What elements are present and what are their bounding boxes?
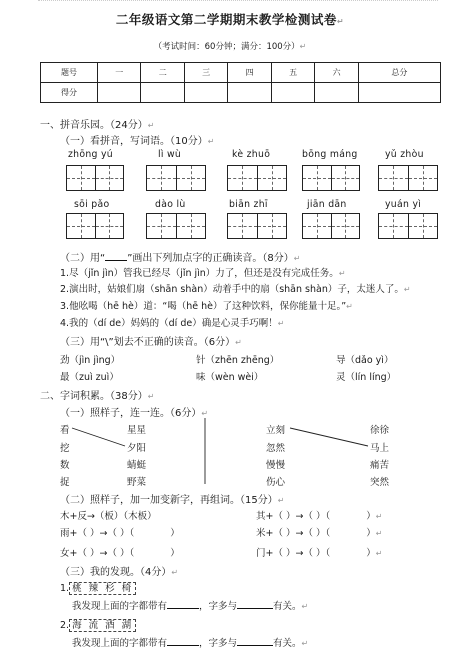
section1-title: 一、拼音乐园。（24分）↵: [40, 120, 155, 131]
match-verb[interactable]: 挖: [60, 443, 70, 454]
match-noun[interactable]: 星星: [127, 425, 147, 436]
reading-question-3: 3.他吆喝（hē hè）道：“喝（hē hè）了这种饮料，保你能量十足。”↵: [60, 301, 353, 312]
pinyin-label: yǔ zhòu: [385, 149, 424, 160]
match-verb[interactable]: 捉: [60, 477, 70, 488]
pronunciation-item: 最（zuì zuì）: [60, 372, 119, 383]
character-group-box: 桃 辣 杉 椅: [69, 582, 136, 595]
discovery-answer-2[interactable]: 我发现上面的字都带有 ，字多与 有关。↵: [72, 638, 309, 649]
add-char-example: 木+反→（板）（木板）: [60, 511, 157, 522]
example-match-line: [72, 428, 125, 446]
match-word-right[interactable]: 徐徐: [370, 425, 390, 436]
page-title: 二年级语文第二学期期末教学检测试卷↵: [115, 12, 345, 27]
match-word-right[interactable]: 突然: [370, 477, 390, 488]
section1-q1-title: （一）看拼音，写词语。（10分）↵: [60, 136, 215, 147]
score-header-cell: 题号: [41, 63, 98, 83]
score-header-cell: 四: [228, 63, 271, 83]
match-noun[interactable]: 野菜: [127, 477, 147, 488]
match-verb[interactable]: 看: [60, 425, 70, 436]
score-header-cell: 一: [98, 63, 141, 83]
pinyin-label: kè zhuō: [232, 149, 271, 160]
score-header-cell: 总分: [358, 63, 440, 83]
discovery-answer-1[interactable]: 我发现上面的字都带有 ，字多与 有关。↵: [72, 601, 309, 612]
match-verb[interactable]: 数: [60, 460, 70, 471]
example-match-line: [290, 428, 368, 446]
add-char-item[interactable]: 雨+（ ）→（ ）（ ）: [60, 528, 180, 539]
add-char-item[interactable]: 门+（ ）→（ ）（ ）↵: [256, 548, 383, 559]
section2-q2-title: （二）照样子，加一加变新字，再组词。（15分）↵: [60, 495, 285, 506]
pronunciation-item: 灵（lín líng）: [336, 372, 397, 383]
pinyin-label: dào lù: [155, 199, 186, 210]
score-header-cell: 二: [141, 63, 184, 83]
character-group-box: 海 流 酒 湖: [69, 619, 136, 632]
reading-question-1: 1.尽（jǐn jìn）管我已经尽（jǐn jìn）力了，但还是没有完成任务。↵: [60, 268, 346, 279]
pinyin-label: jiān dān: [307, 199, 347, 210]
match-word-right[interactable]: 马上: [370, 443, 390, 454]
section2-q3-title: （三）我的发现。（4分）↵: [60, 567, 179, 578]
discovery-item-1: 1. 桃 辣 杉 椅: [60, 580, 136, 594]
section1-q3-title: （三）用“\”划去不正确的读音。（6分）↵: [60, 337, 242, 348]
exam-subtitle: （考试时间：60分钟；满分：100分）↵: [153, 42, 307, 52]
pinyin-label: zhōng yú: [68, 149, 114, 160]
score-row-label: 得分: [41, 83, 98, 103]
section2-title: 二、字词积累。（38分）↵: [40, 391, 155, 402]
match-noun[interactable]: 蜻蜓: [127, 460, 147, 471]
pronunciation-item: 导（dǎo yì）: [336, 355, 394, 366]
add-char-item[interactable]: 米+（ ）→（ ）（ ）↵: [256, 528, 383, 539]
score-header-cell: 六: [315, 63, 358, 83]
match-word-left[interactable]: 慢慢: [266, 460, 286, 471]
pronunciation-item: 劲（jìn jìng）: [60, 355, 121, 366]
section2-q1-title: （一）照样子，连一连。（6分）↵: [60, 408, 209, 419]
match-word-left[interactable]: 忽然: [266, 443, 286, 454]
match-word-left[interactable]: 立刻: [266, 425, 286, 436]
section1-q2-title: （二）用“ ”画出下列加点字的正确读音。（8分）↵: [60, 253, 301, 264]
pinyin-label: lì wù: [158, 149, 182, 160]
reading-question-4: 4.我的（dí de）妈妈的（dí de）确是心灵手巧啊！↵: [60, 318, 285, 329]
reading-question-2: 2.演出时，姑娘们扇（shān shàn）动着手中的扇（shān shàn）子，太迷人了。↵: [60, 284, 411, 295]
pronunciation-item: 针（zhēn zhēng）: [196, 355, 280, 366]
match-word-left[interactable]: 伤心: [266, 477, 286, 488]
pronunciation-item: 味（wèn wèi）: [196, 372, 264, 383]
pinyin-label: yuán yì: [385, 199, 422, 210]
match-word-right[interactable]: 痛苦: [370, 460, 390, 471]
pinyin-label: sōi pǎo: [74, 199, 110, 210]
match-noun[interactable]: 夕阳: [127, 443, 147, 454]
score-header-cell: 三: [184, 63, 227, 83]
pinyin-label: bōng máng: [302, 149, 358, 160]
pinyin-label: biān zhī: [229, 199, 268, 210]
score-header-cell: 五: [271, 63, 314, 83]
add-char-item[interactable]: 女+（ ）→（ ）（ ）: [60, 548, 180, 559]
discovery-item-2: 2. 海 流 酒 湖: [60, 617, 136, 631]
add-char-item[interactable]: 其+（ ）→（ ）（ ）↵: [256, 511, 383, 522]
